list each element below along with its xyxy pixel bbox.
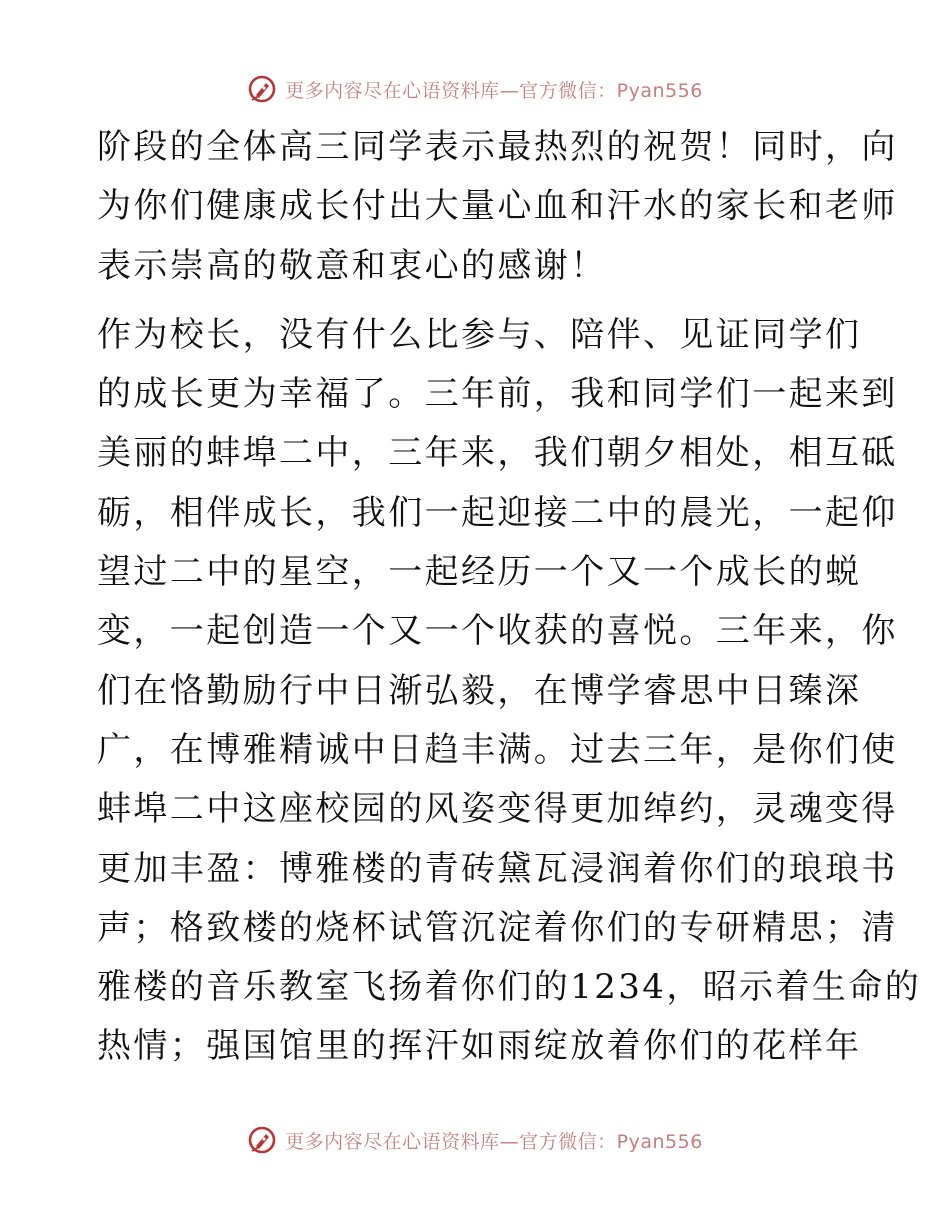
paragraph-2 xyxy=(97,306,922,1077)
body-text xyxy=(97,118,922,1077)
footer-banner-text: 更多内容尽在心语资料库—官方微信：Pyan556 xyxy=(285,1130,703,1153)
text-line: 美丽的蚌埠二中，三年来，我们朝夕相处，相互砥 xyxy=(97,433,898,474)
pen-nib-circle-icon xyxy=(247,74,277,104)
text-line: 雅楼的音乐教室飞扬着你们的1234，昭示着生命的 xyxy=(97,967,922,1008)
footer-watermark-banner xyxy=(0,1123,950,1157)
text-line: 为你们健康成长付出大量心血和汗水的家长和老师 xyxy=(97,186,898,227)
text-line: 作为校长，没有什么比参与、陪伴、见证同学们 xyxy=(97,314,862,355)
text-line: 砺，相伴成长，我们一起迎接二中的晨光，一起仰 xyxy=(97,492,898,533)
text-line: 表示崇高的敬意和衷心的感谢！ xyxy=(97,245,607,286)
text-line: 变，一起创造一个又一个收获的喜悦。三年来，你 xyxy=(97,611,898,652)
text-line: 更加丰盈：博雅楼的青砖黛瓦浸润着你们的琅琅书 xyxy=(97,848,898,889)
text-line: 声；格致楼的烧杯试管沉淀着你们的专研精思；清 xyxy=(97,907,898,948)
paragraph-1 xyxy=(97,118,898,296)
text-line: 阶段的全体高三同学表示最热烈的祝贺！同时，向 xyxy=(97,127,898,167)
header-watermark-banner xyxy=(0,72,950,106)
text-line: 的成长更为幸福了。三年前，我和同学们一起来到 xyxy=(97,374,898,415)
paragraph-spacer xyxy=(97,296,857,306)
text-line: 望过二中的星空，一起经历一个又一个成长的蜕 xyxy=(97,552,862,593)
text-line: 们在恪勤励行中日渐弘毅，在博学睿思中日臻深 xyxy=(97,670,862,711)
pen-nib-circle-icon xyxy=(247,1125,277,1155)
header-banner-text: 更多内容尽在心语资料库—官方微信：Pyan556 xyxy=(285,79,703,102)
text-line: 广，在博雅精诚中日趋丰满。过去三年，是你们使 xyxy=(97,729,898,770)
text-line: 热情；强国馆里的挥汗如雨绽放着你们的花样年 xyxy=(97,1026,862,1067)
text-line: 蚌埠二中这座校园的风姿变得更加绰约，灵魂变得 xyxy=(97,789,898,830)
